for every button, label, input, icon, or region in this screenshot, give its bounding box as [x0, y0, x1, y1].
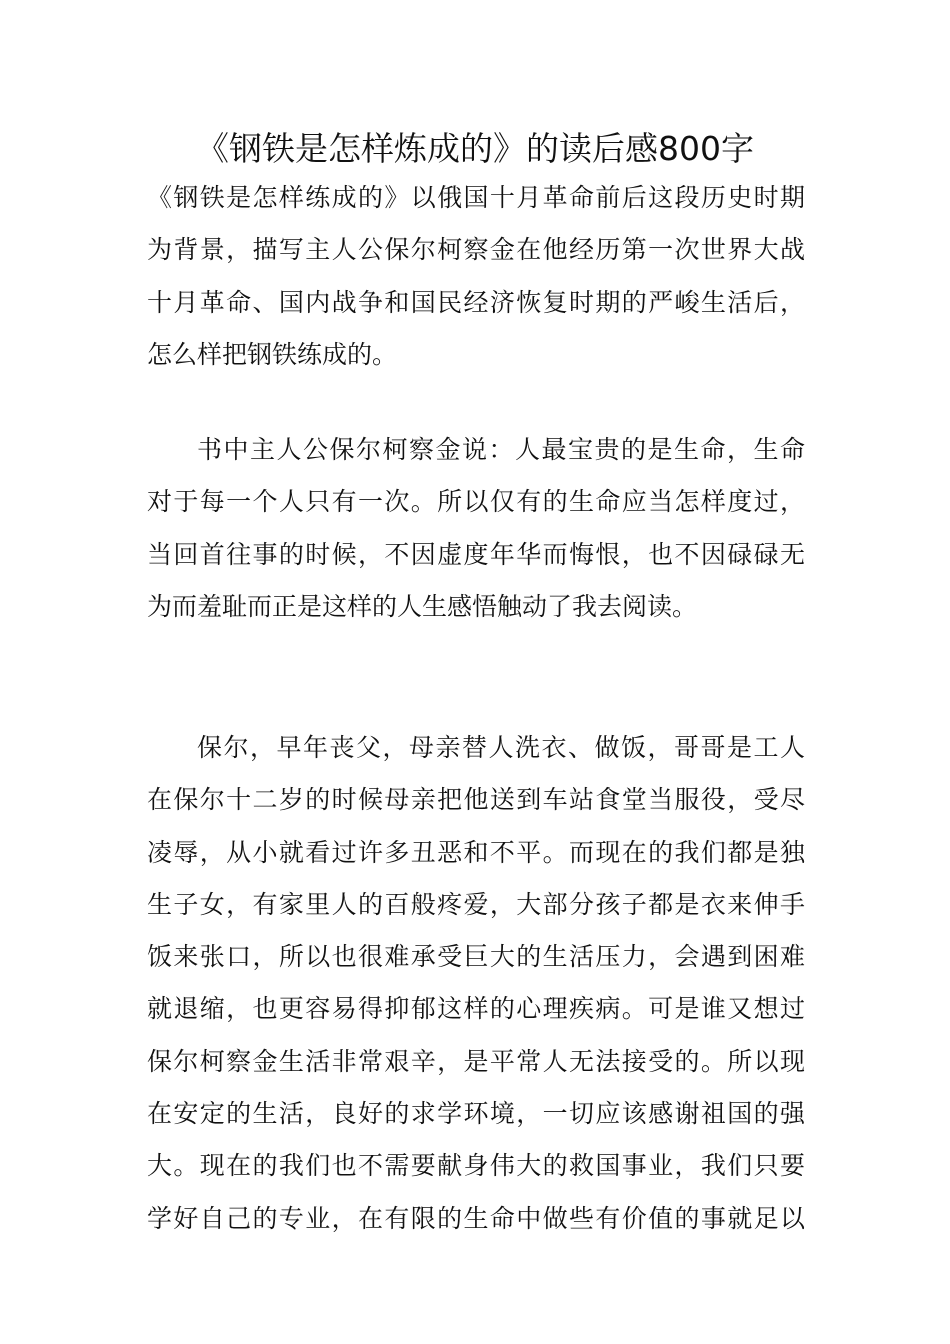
paragraph-line: 《钢铁是怎样练成的》以俄国十月革命前后这段历史时期: [147, 183, 805, 212]
paragraph-line: 怎么样把钢铁练成的。: [147, 339, 398, 369]
paragraph-line: 生子女，有家里人的百般疼爱，大部分孩子都是衣来伸手: [147, 889, 805, 919]
paragraph-line: 大。现在的我们也不需要献身伟大的救国事业，我们只要: [147, 1151, 805, 1181]
paragraph-line: 对于每一个人只有一次。所以仅有的生命应当怎样度过，: [147, 487, 805, 517]
paragraph-line: 当回首往事的时候，不因虚度年华而悔恨，也不因碌碌无: [147, 539, 805, 569]
paragraph-line: 为而羞耻而正是这样的人生感悟触动了我去阅读。: [147, 591, 698, 621]
paragraph-line: 十月革命、国内战争和国民经济恢复时期的严峻生活后，: [147, 287, 805, 317]
paragraph-line: 就退缩，也更容易得抑郁这样的心理疾病。可是谁又想过: [147, 994, 805, 1024]
paragraph-quote: [147, 424, 805, 633]
paragraph-line: 学好自己的专业，在有限的生命中做些有价值的事就足以: [147, 1203, 805, 1233]
paragraph-line: 保尔，早年丧父，母亲替人洗衣、做饭，哥哥是工人: [197, 733, 805, 762]
paragraph-line: 凌辱，从小就看过许多丑恶和不平。而现在的我们都是独: [147, 837, 805, 867]
paragraph-line: 饭来张口，所以也很难承受巨大的生活压力，会遇到困难: [147, 942, 805, 972]
paragraph-intro: [147, 172, 805, 381]
paragraph-line: 为背景，描写主人公保尔柯察金在他经历第一次世界大战: [147, 235, 805, 265]
paragraph-line: 在保尔十二岁的时候母亲把他送到车站食堂当服役，受尽: [147, 785, 805, 815]
document-title: 《钢铁是怎样炼成的》的读后感800字: [196, 129, 754, 168]
paragraph-line: 保尔柯察金生活非常艰辛，是平常人无法接受的。所以现: [147, 1046, 805, 1076]
paragraph-line: 在安定的生活，良好的求学环境，一切应该感谢祖国的强: [147, 1099, 805, 1129]
paragraph-paul: [147, 722, 805, 1245]
paragraph-line: 书中主人公保尔柯察金说：人最宝贵的是生命，生命: [197, 435, 805, 464]
